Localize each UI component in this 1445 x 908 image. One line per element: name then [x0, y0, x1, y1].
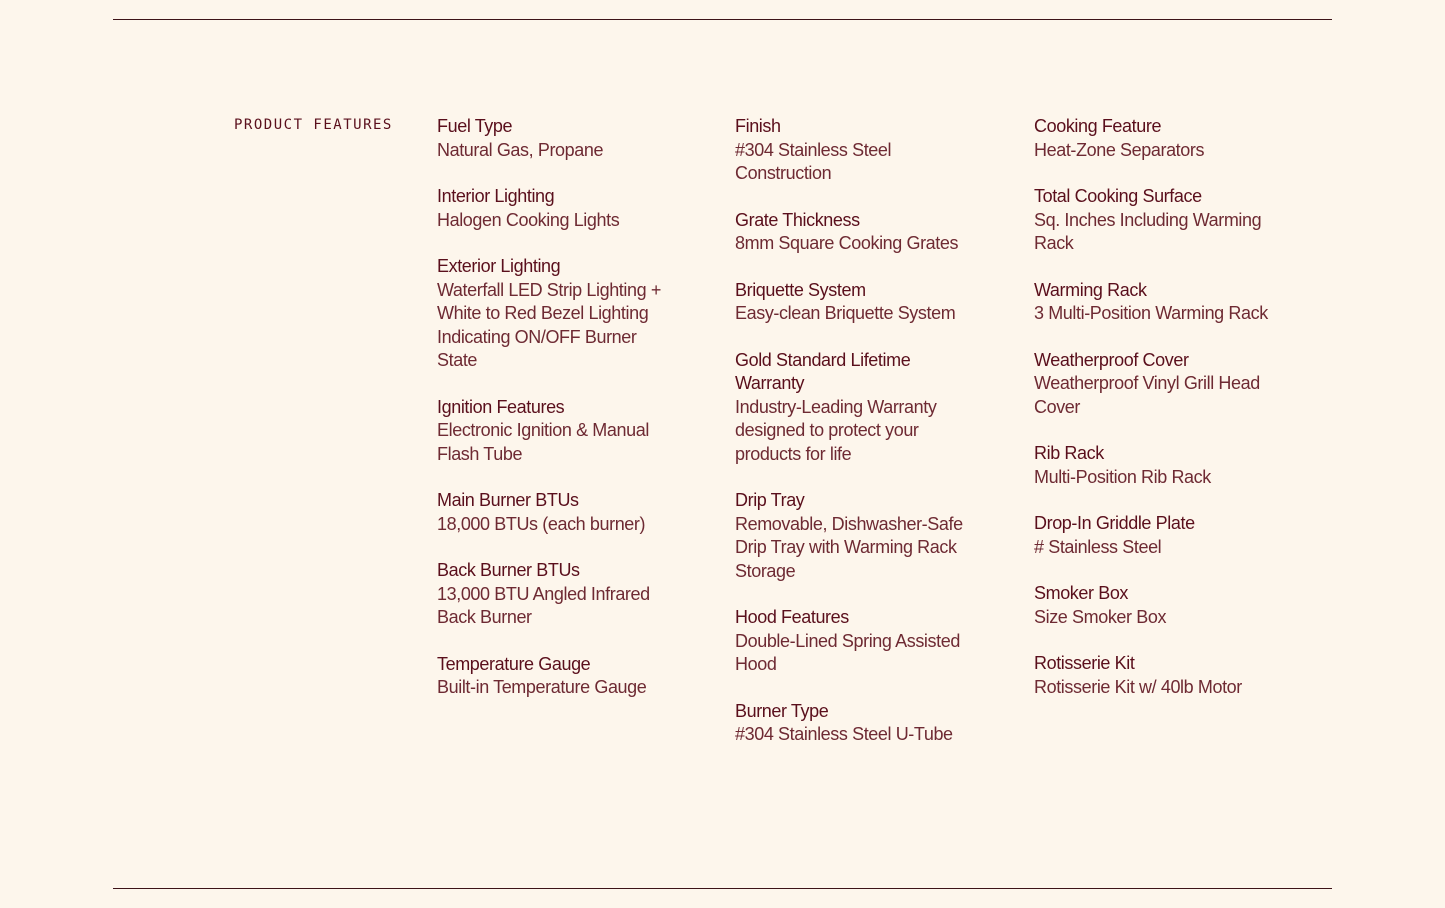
feature-name: Cooking Feature: [1034, 116, 1162, 136]
feature-name: Temperature Gauge: [437, 653, 591, 674]
feature-name: Hood Features: [735, 607, 849, 627]
feature-value: #304 Stainless Steel Construction: [735, 139, 892, 183]
feature-item: [1034, 185, 1274, 256]
feature-item: [1034, 582, 1274, 629]
feature-item: [1034, 279, 1274, 326]
feature-value: Halogen Cooking Lights: [437, 209, 620, 230]
feature-value: Electronic Ignition & Manual Flash Tube: [437, 420, 649, 464]
section-label: PRODUCT FEATURES: [234, 117, 393, 133]
feature-name: Ignition Features: [437, 396, 565, 417]
feature-value: 18,000 BTUs (each burner): [437, 513, 646, 534]
feature-name: Fuel Type: [437, 116, 513, 136]
feature-value: Multi-Position Rib Rack: [1034, 466, 1211, 487]
feature-name: Finish: [735, 116, 781, 136]
feature-item: [735, 209, 975, 256]
feature-name: Warming Rack: [1034, 279, 1147, 300]
feature-name: Rib Rack: [1034, 443, 1104, 463]
feature-name: Briquette System: [735, 279, 866, 300]
feature-name: Main Burner BTUs: [437, 490, 579, 510]
feature-value: 8mm Square Cooking Grates: [735, 233, 959, 253]
feature-value: Heat-Zone Separators: [1034, 139, 1205, 160]
feature-name: Drip Tray: [735, 490, 805, 510]
feature-item: [735, 700, 975, 747]
feature-name: Exterior Lighting: [437, 256, 561, 276]
feature-name: Total Cooking Surface: [1034, 186, 1202, 206]
feature-value: Removable, Dishwasher-Safe Drip Tray with Warming Rack Storage: [735, 513, 963, 581]
feature-item: [735, 349, 975, 467]
feature-name: Drop-In Griddle Plate: [1034, 513, 1195, 533]
feature-value: Rotisserie Kit w/ 40lb Motor: [1034, 676, 1242, 697]
features-column-1: [437, 115, 677, 723]
feature-item: [735, 489, 975, 583]
feature-item: [437, 559, 677, 630]
feature-value: Size Smoker Box: [1034, 606, 1167, 627]
feature-name: Smoker Box: [1034, 583, 1129, 603]
feature-value: # Stainless Steel: [1034, 536, 1162, 557]
feature-item: [437, 255, 677, 373]
feature-value: #304 Stainless Steel U-Tube: [735, 724, 953, 744]
feature-name: Gold Standard Lifetime Warranty: [735, 349, 911, 393]
feature-item: [437, 489, 677, 536]
feature-item: [437, 185, 677, 232]
feature-value: 3 Multi-Position Warming Rack: [1034, 303, 1268, 323]
feature-item: [437, 653, 677, 700]
feature-value: Double-Lined Spring Assisted Hood: [735, 630, 960, 674]
feature-name: Weatherproof Cover: [1034, 349, 1189, 370]
feature-item: [1034, 349, 1274, 420]
feature-value: Easy-clean Briquette System: [735, 303, 956, 323]
feature-name: Interior Lighting: [437, 186, 555, 206]
feature-value: Sq. Inches Including Warming Rack: [1034, 209, 1262, 253]
feature-item: [735, 279, 975, 326]
features-column-3: [1034, 115, 1274, 722]
top-divider: [113, 19, 1332, 20]
feature-name: Burner Type: [735, 700, 829, 721]
feature-value: 13,000 BTU Angled Infrared Back Burner: [437, 583, 650, 627]
feature-item: [735, 606, 975, 677]
feature-item: [1034, 652, 1274, 699]
feature-value: Natural Gas, Propane: [437, 139, 604, 160]
feature-name: Grate Thickness: [735, 209, 860, 230]
feature-name: Rotisserie Kit: [1034, 653, 1135, 673]
feature-item: [437, 115, 677, 162]
feature-value: Weatherproof Vinyl Grill Head Cover: [1034, 373, 1260, 417]
features-column-2: [735, 115, 975, 770]
feature-item: [1034, 442, 1274, 489]
bottom-divider: [113, 888, 1332, 889]
feature-item: [735, 115, 975, 186]
feature-value: Industry-Leading Warranty designed to protect your products for life: [735, 396, 937, 464]
feature-value: Built-in Temperature Gauge: [437, 677, 647, 697]
feature-item: [1034, 512, 1274, 559]
feature-item: [1034, 115, 1274, 162]
feature-value: Waterfall LED Strip Lighting + White to Red Bezel Lighting Indicating ON/OFF Burner State: [437, 279, 661, 370]
feature-item: [437, 396, 677, 467]
feature-name: Back Burner BTUs: [437, 560, 580, 580]
